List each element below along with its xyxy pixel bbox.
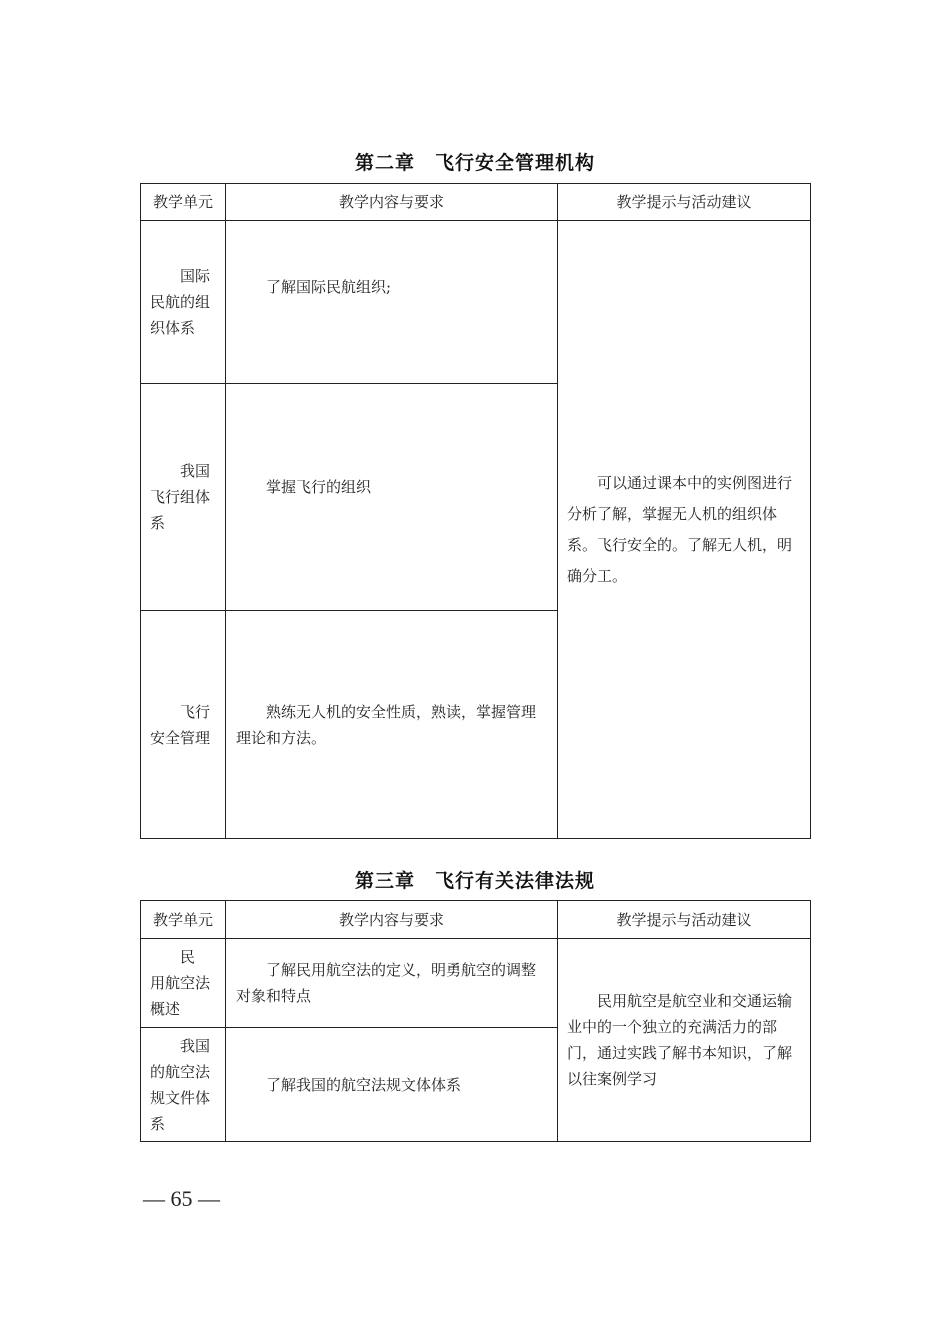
- unit-label: 我国飞行组体系: [150, 462, 211, 532]
- content-text: 掌握飞行的组织: [266, 478, 372, 496]
- tips-cell: [558, 221, 811, 839]
- unit-cell: [141, 384, 226, 611]
- unit-cell: [141, 611, 226, 839]
- table-header-row: [141, 901, 811, 939]
- header-content-requirements: 教学内容与要求: [226, 901, 558, 939]
- chapter-2-title: 第二章 飞行安全管理机构: [354, 152, 595, 174]
- content-cell: [226, 939, 558, 1028]
- content-cell: [226, 384, 558, 611]
- content-cell: [226, 611, 558, 839]
- content-text: 了解国际民航组织;: [266, 278, 392, 296]
- unit-label: 民 用航空法概述: [150, 948, 211, 1018]
- tips-text: 可以通过课本中的实例图进行分析了解，掌握无人机的组织体系。飞行安全的。了解无人机，明确分工。: [567, 473, 793, 585]
- tips-text: 民用航空是航空业和交通运输业中的一个独立的充满活力的部门，通过实践了解书本知识，了解以往案例学习: [567, 992, 793, 1088]
- header-content-requirements: 教学内容与要求: [226, 184, 558, 221]
- unit-label: 飞行安全管理: [150, 702, 211, 747]
- table-row: [141, 939, 811, 1028]
- chapter-3-title: 第三章 飞行有关法律法规: [354, 870, 595, 892]
- unit-cell: [141, 939, 226, 1028]
- content-text: 熟练无人机的安全性质，熟读，掌握管理理论和方法。: [236, 702, 537, 747]
- page-number: — 65 —: [143, 1186, 220, 1211]
- unit-label: 我国的航空法规文件体系: [150, 1036, 211, 1133]
- header-tips-activities: 教学提示与活动建议: [558, 901, 811, 939]
- content-cell: [226, 221, 558, 384]
- content-text: 了解我国的航空法规文体体系: [266, 1075, 462, 1094]
- chapter-3-table: [140, 900, 811, 1142]
- content-cell: [226, 1028, 558, 1142]
- chapter-2-table: [140, 183, 811, 839]
- table-header-row: [141, 184, 811, 221]
- tips-cell: [558, 939, 811, 1142]
- unit-label: 国际民航的组织体系: [150, 267, 211, 337]
- header-teaching-unit: 教学单元: [141, 184, 226, 221]
- content-text: 了解民用航空法的定义，明勇航空的调整对象和特点: [236, 961, 537, 1005]
- table-row: [141, 221, 811, 384]
- header-teaching-unit: 教学单元: [141, 901, 226, 939]
- header-tips-activities: 教学提示与活动建议: [558, 184, 811, 221]
- unit-cell: [141, 1028, 226, 1142]
- unit-cell: [141, 221, 226, 384]
